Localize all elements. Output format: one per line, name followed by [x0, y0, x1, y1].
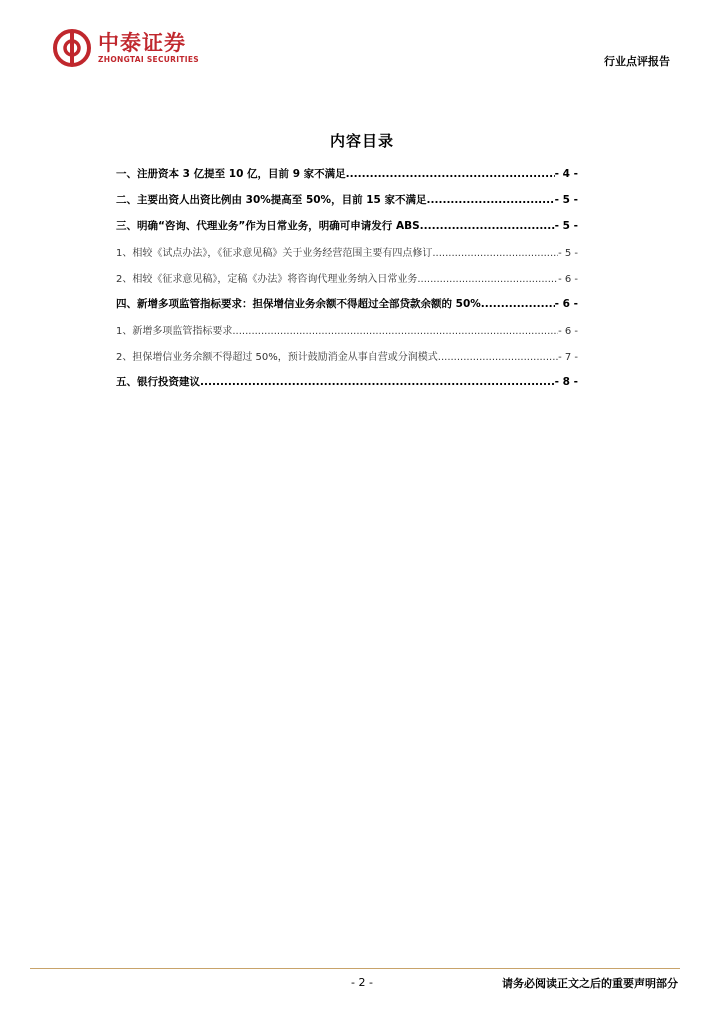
toc-leader-dots	[346, 168, 555, 180]
toc-entry[interactable]	[116, 166, 578, 192]
footer-disclaimer: 请务必阅读正文之后的重要声明部分	[502, 977, 678, 990]
toc-entry-text: 四、新增多项监管指标要求：担保增信业务余额不得超过全部贷款余额的 50%	[116, 298, 481, 310]
toc-entry-page: - 5 -	[558, 248, 578, 259]
toc-entry-page: - 4 -	[554, 168, 578, 180]
toc-entry[interactable]	[116, 374, 578, 400]
toc-entry-text: 一、注册资本 3 亿提至 10 亿，目前 9 家不满足	[116, 168, 346, 180]
logo-chinese-name: 中泰证券	[98, 31, 186, 55]
toc-entry-text: 2、相较《征求意见稿》，定稿《办法》将咨询代理业务纳入日常业务	[116, 274, 418, 285]
toc-entry-text: 1、相较《试点办法》，《征求意见稿》关于业务经营范围主要有四点修订	[116, 248, 433, 259]
toc-entry-text: 1、新增多项监管指标要求	[116, 326, 233, 337]
toc-entry-page: - 6 -	[558, 326, 578, 337]
toc-entry-page: - 8 -	[554, 376, 578, 388]
logo-english-name: ZHONGTAI SECURITIES	[98, 55, 199, 64]
toc-entry-page: - 6 -	[554, 298, 578, 310]
toc-leader-dots	[232, 326, 558, 337]
toc-leader-dots	[432, 248, 558, 259]
toc-entry[interactable]	[116, 296, 578, 322]
toc-entry[interactable]	[116, 348, 578, 374]
toc-leader-dots	[438, 352, 558, 363]
toc-leader-dots	[420, 220, 555, 232]
toc-entry-text: 五、银行投资建议	[116, 376, 200, 388]
page-number: - 2 -	[351, 976, 373, 989]
toc-entry[interactable]	[116, 192, 578, 218]
table-of-contents	[116, 166, 578, 400]
toc-entry-text: 三、明确“咨询、代理业务”作为日常业务，明确可申请发行 ABS	[116, 220, 420, 232]
toc-leader-dots	[427, 194, 555, 206]
toc-leader-dots	[200, 376, 555, 388]
report-type-label: 行业点评报告	[604, 55, 670, 68]
toc-entry[interactable]	[116, 270, 578, 296]
zhongtai-logo-icon	[52, 28, 92, 68]
toc-entry[interactable]	[116, 322, 578, 348]
toc-entry-page: - 6 -	[558, 274, 578, 285]
toc-title: 内容目录	[329, 132, 394, 150]
toc-entry-text: 二、主要出资人出资比例由 30%提高至 50%，目前 15 家不满足	[116, 194, 427, 206]
toc-entry-page: - 7 -	[558, 352, 578, 363]
company-logo	[52, 28, 199, 68]
toc-leader-dots	[417, 274, 558, 285]
toc-entry-page: - 5 -	[554, 194, 578, 206]
toc-entry-text: 2、担保增信业务余额不得超过 50%，预计鼓励消金从事自营或分润模式	[116, 352, 438, 363]
toc-leader-dots	[481, 298, 555, 310]
toc-entry[interactable]	[116, 218, 578, 244]
toc-entry-page: - 5 -	[554, 220, 578, 232]
footer-divider	[30, 968, 680, 969]
toc-entry[interactable]	[116, 244, 578, 270]
